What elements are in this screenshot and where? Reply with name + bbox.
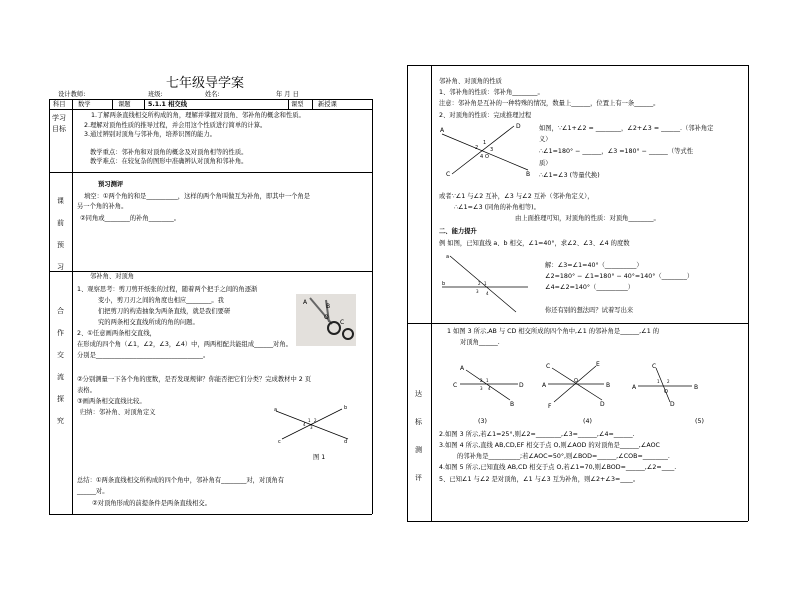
angle-2: 2 bbox=[475, 145, 479, 151]
table-border bbox=[144, 99, 145, 109]
preview-heading: 预习测评 bbox=[98, 181, 124, 188]
explore-line: ②分别测量一下各个角的度数，是否发现规律？你能否把它们分类？完成教材中 2 页 bbox=[77, 376, 312, 383]
table-border bbox=[372, 99, 373, 514]
figure3-diagram bbox=[452, 364, 524, 406]
explore-heading: 邻补角、对顶角 bbox=[90, 273, 135, 280]
angle-1: 1 bbox=[657, 379, 660, 384]
angle-2: 2 bbox=[667, 379, 670, 384]
goal-line: 2.理解对顶角性质的推导过程，并会用这个性质进行简单的计算。 bbox=[84, 122, 267, 129]
figure1-diagram bbox=[272, 405, 352, 445]
goal-line: 1.了解两条直线相交所构成的角，理解并掌握对顶角、邻补角的概念和性质。 bbox=[91, 112, 305, 119]
table-border bbox=[407, 65, 748, 66]
scissors-image bbox=[296, 294, 356, 346]
prop-line: 义） bbox=[539, 136, 552, 143]
label-O: O bbox=[324, 314, 329, 321]
label-A: A bbox=[460, 365, 465, 372]
figure2-diagram bbox=[438, 122, 533, 177]
explore-line: 们把剪刀的构造抽象为两条直线，就是我们要研 bbox=[98, 308, 231, 315]
label-A: A bbox=[440, 127, 445, 134]
subject-value: 数学 bbox=[78, 101, 91, 108]
goal-line: 教学重点：邻补角和对顶角的概念及对顶角相等的性质。 bbox=[90, 149, 248, 156]
fig3-caption: (3) bbox=[478, 418, 487, 425]
solution-line: 解：∠3=∠1=40°（__________） bbox=[545, 262, 643, 269]
explore-line: 归纳：邻补角、对顶角定义 bbox=[80, 409, 156, 416]
label-O: O bbox=[664, 389, 668, 395]
explore-line: 变小，剪刀刃之间的角度也相应________。我 bbox=[98, 297, 224, 304]
fig5-caption: (5) bbox=[695, 418, 704, 425]
prop-line: ∴∠1=∠3 (同角的补角相等)。 bbox=[454, 204, 540, 211]
label-C: C bbox=[453, 382, 458, 389]
goal-line: 3.通过辨别对顶角与邻补角，培养识图的能力。 bbox=[84, 131, 216, 138]
goals-label: 学习目标 bbox=[52, 114, 66, 133]
label-B: B bbox=[510, 401, 515, 408]
label-B: B bbox=[694, 384, 699, 391]
label-C: C bbox=[340, 319, 345, 326]
angle-2: 2 bbox=[478, 281, 481, 286]
example-line: 例 如图，已知直线 a、b 相交，∠1=40°，求∠2、∠3、∠4 的度数 bbox=[439, 240, 630, 247]
explore-line: 分别是__________________________________。 bbox=[77, 352, 210, 359]
topic-label: 课题 bbox=[118, 101, 131, 108]
table-border bbox=[431, 65, 432, 521]
table-border bbox=[49, 99, 372, 100]
label-B: B bbox=[326, 303, 331, 310]
table-border bbox=[407, 65, 408, 521]
summary-line: ②对顶角形成的前提条件是两条直线相交。 bbox=[92, 500, 211, 507]
angle-3: 3 bbox=[490, 147, 494, 153]
prop-line: ∴∠1=∠3 (等量代换) bbox=[539, 172, 600, 179]
label-A: A bbox=[542, 382, 547, 389]
test-line: 3.如图 4 所示,直线 AB,CD,EF 相交于点 O,则∠AOD 的对顶角是______,∠AOC bbox=[439, 442, 660, 449]
summary-line: ______对。 bbox=[77, 488, 109, 495]
test-label: 达标测评 bbox=[415, 390, 422, 482]
table-border bbox=[72, 99, 73, 514]
label-O: O bbox=[485, 154, 489, 160]
preview-line: 填空：①两个角的和是__________，这样的两个角叫做互为补角，即其中一个角是 bbox=[84, 193, 311, 200]
table-border bbox=[748, 65, 749, 521]
label-D: D bbox=[519, 382, 524, 389]
angle-4: 4 bbox=[488, 386, 491, 391]
explore-line: 究的两条相交直线所成的角的问题。 bbox=[98, 319, 199, 326]
test-line: 5、已知∠1 与∠2 是对顶角，∠1 与∠3 互为补角，则∠2+∠3=____。 bbox=[439, 476, 640, 483]
page-title: 七年级导学案 bbox=[166, 76, 245, 91]
explore-label: 合作交流探究 bbox=[57, 307, 64, 425]
label-D: D bbox=[600, 401, 605, 408]
label-A: A bbox=[303, 299, 308, 306]
explore-line: 1、观察思考：剪刀剪开纸张的过程，随着两个把手之间的角逐渐 bbox=[77, 286, 258, 293]
angle-3: 3 bbox=[310, 425, 313, 430]
label-F: F bbox=[548, 403, 552, 410]
preview-line: ②同角或________的补角________。 bbox=[80, 215, 181, 222]
angle-1: 1 bbox=[484, 281, 487, 286]
prop-line: 注意：邻补角是互补的一种特殊的情况，数量上______，位置上有一条______。 bbox=[439, 100, 660, 107]
topic-value: 5.1.1 相交线 bbox=[148, 101, 188, 108]
explore-line: 在形成的四个角（∠1，∠2，∠3，∠4）中，两两相配共能组成______对角。 bbox=[77, 341, 292, 348]
angle-4: 4 bbox=[486, 291, 489, 296]
test-line: 2.如图 3 所示,若∠1=25°,则∠2=________,∠3=______,∠4=______. bbox=[439, 431, 635, 438]
label-E: E bbox=[596, 361, 600, 368]
prop-line: 质） bbox=[539, 160, 552, 167]
label-B: B bbox=[526, 171, 531, 178]
solution-line: ∠4=∠2=140°（__________） bbox=[545, 284, 635, 291]
figure4-diagram bbox=[540, 360, 612, 408]
label-C: C bbox=[652, 363, 657, 370]
prop-line: 1、邻补角的性质：邻补角________。 bbox=[439, 89, 544, 96]
table-border bbox=[112, 99, 113, 109]
angle-1: 1 bbox=[486, 378, 489, 383]
prop-line: ∴∠1=180° − ______，∠3 =180° − ______（等式性 bbox=[539, 148, 694, 155]
label-B: B bbox=[606, 382, 611, 389]
table-border bbox=[312, 99, 313, 109]
solution-line: 你还有别的想法吗？试着写出来 bbox=[545, 307, 634, 314]
figure1-caption: 图 1 bbox=[313, 454, 326, 461]
section2-title: 二、能力提升 bbox=[439, 228, 477, 235]
designer-label: 设计教师: bbox=[58, 91, 86, 98]
prop-line: 2、对顶角的性质：完成推理过程 bbox=[439, 112, 532, 119]
label-C: C bbox=[446, 171, 451, 178]
label-b: b bbox=[442, 281, 446, 287]
table-border bbox=[49, 271, 372, 272]
explore-line: ③画两条相交直线比较。 bbox=[77, 398, 146, 405]
preview-line: 另一个角的补角。 bbox=[77, 203, 128, 210]
summary-line: 总结：①两条直线相交所构成的四个角中，邻补角有________对，对顶角有 bbox=[77, 477, 285, 484]
table-border bbox=[407, 521, 748, 522]
label-a: a bbox=[446, 254, 450, 260]
table-border bbox=[49, 514, 372, 515]
angle-1: 1 bbox=[308, 418, 311, 423]
label-A: A bbox=[632, 384, 637, 391]
preview-label: 课前预习 bbox=[57, 197, 64, 271]
subject-label: 科目 bbox=[53, 101, 66, 108]
test-line: 1 如图 3 所示,AB 与 CD 相交所成的四个角中,∠1 的邻补角是______,∠1 的 bbox=[447, 328, 660, 335]
explore-line: 表格。 bbox=[77, 387, 96, 394]
prop-line: 如图，∵∠1+∠2 = ________，∠2+∠3 = ______.（邻补角定 bbox=[539, 125, 714, 132]
angle-2: 2 bbox=[314, 418, 317, 423]
table-border bbox=[49, 99, 50, 514]
label-d: d bbox=[344, 439, 348, 445]
label-O: O bbox=[574, 378, 578, 384]
angle-3: 3 bbox=[476, 289, 479, 294]
solution-line: ∠2=180° − ∠1=180° − 40°=140°（________） bbox=[545, 273, 694, 280]
prop-line: 或者∵∠1 与∠2 互补，∠3 与∠2 互补（邻补角定义）， bbox=[439, 193, 594, 200]
fig4-caption: (4) bbox=[583, 418, 592, 425]
label-c: c bbox=[278, 439, 281, 445]
table-border bbox=[407, 323, 748, 324]
example-diagram bbox=[440, 252, 530, 314]
prop-line: 由上面推理可知，对顶角的性质：对顶角________。 bbox=[515, 215, 660, 222]
name-label: 姓名: bbox=[205, 91, 220, 98]
test-line: 4.如图 5 所示,已知直线 AB,CD 相交于点 O,若∠1=70,则∠BOD=______,∠2=____. bbox=[439, 464, 677, 471]
date-label: 年 月 日 bbox=[276, 91, 299, 98]
explore-line: 2、①任意画两条相交直线， bbox=[77, 330, 156, 337]
angle-4: 4 bbox=[480, 154, 484, 160]
label-C: C bbox=[546, 363, 551, 370]
goal-line: 教学难点：在较复杂的图形中准确辨认对顶角和邻补角。 bbox=[90, 158, 248, 165]
angle-4: 4 bbox=[303, 422, 306, 427]
table-border bbox=[49, 109, 372, 110]
figure5-diagram bbox=[630, 362, 700, 406]
table-border bbox=[49, 172, 372, 173]
prop-heading: 邻补角、对顶角的性质 bbox=[439, 78, 502, 85]
angle-1: 1 bbox=[483, 140, 487, 146]
label-b: b bbox=[344, 405, 348, 411]
table-border bbox=[288, 99, 289, 109]
label-a: a bbox=[274, 407, 278, 413]
label-D: D bbox=[670, 401, 675, 408]
angle-3: 3 bbox=[480, 386, 483, 391]
test-line: 对顶角______. bbox=[460, 339, 500, 346]
angle-2: 2 bbox=[480, 378, 483, 383]
type-label: 课型 bbox=[291, 101, 304, 108]
class-label: 班级: bbox=[148, 91, 163, 98]
type-value: 新授课 bbox=[318, 101, 337, 108]
label-D: D bbox=[516, 123, 521, 130]
test-line: 的邻补角是__________;若∠AOC=50°,则∠BOD=______,∠COB=________. bbox=[457, 453, 670, 460]
